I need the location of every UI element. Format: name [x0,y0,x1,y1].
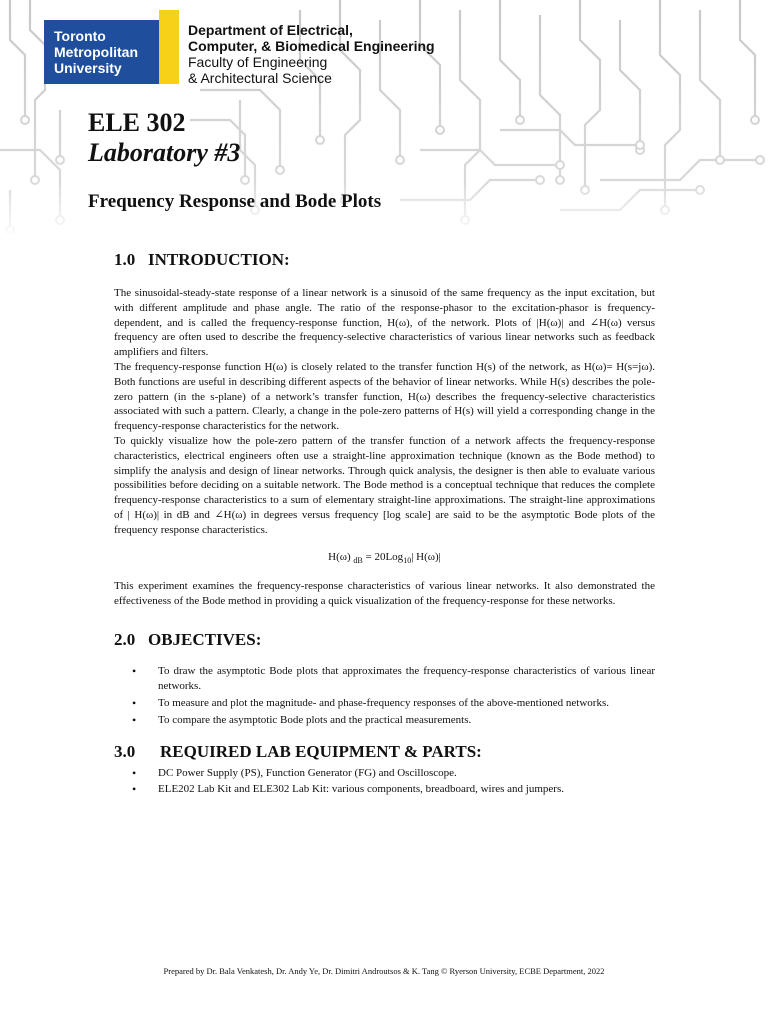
list-item: • To compare the asymptotic Bode plots and the practical measurements. [158,713,655,728]
faculty-line-2: & Architectural Science [188,70,332,86]
course-code: ELE 302 [88,108,186,137]
formula-sub-10: 10 [403,555,412,565]
dept-line-2: Computer, & Biomedical Engineering [188,38,435,54]
section-number: 1.0 [114,250,136,269]
intro-paragraph-4: This experiment examines the frequency-response characteristics of various linear networks. It also demonstrated the effectiveness of the Bode method in providing a quick visualization of the frequency-response for these networks. [114,579,655,607]
section-heading-equipment [114,742,655,762]
list-item: • ELE202 Lab Kit and ELE302 Lab Kit: various components, breadboard, wires and jumpers. [158,782,655,797]
dept-line-1: Department of Electrical, [188,22,353,38]
section-title: REQUIRED LAB EQUIPMENT & PARTS: [160,741,482,761]
formula-sub-db: dB [353,555,363,565]
section-heading-introduction [114,250,655,270]
section-number: 2.0 [114,630,136,650]
bode-formula [114,551,655,565]
university-logo [44,20,159,84]
department-block [188,22,435,86]
section-number: 3.0 [114,741,136,761]
intro-paragraph-1: The sinusoidal-steady-state response of a linear network is a sinusoid of the same frequency as the input excitation, but with different amplitude and phase angle. The ratio of the response-phasor to the excitation-phasor is frequency-dependent, and is called the frequency-response function, H(ω), of the network. Plots of |H(ω)| and ∠H(ω) versus frequency are often used to describe the frequency-selective characteristics of various linear networks such as feedback amplifiers and filters. [114,287,655,359]
formula-mid: = 20Log [362,550,404,563]
page-footer: Prepared by Dr. Bala Venkatesh, Dr. Andy Ye, Dr. Dimitri Androutsos & K. Tang © Ryerson University, ECBE Department, 2022 [163,966,605,976]
intro-paragraph-3: To quickly visualize how the pole-zero pattern of the transfer function of a network affects the frequency-response characteristics, electrical engineers often use a straight-line approximation technique (known as the Bode method) to simplify the analysis and design of linear networks. Through quick analysis, the designer is then able to evaluate various possibilities before deciding on a suitable network. The Bode method is a conceptual technique that reduces the complete frequency-response characteristics to a sum of elementary straight-line approximations. The straight-line approximations of | H(ω)| in dB and ∠H(ω) in degrees versus frequency [log scale] are said to be the asymptotic Bode plots of the frequency response characteristics. [114,434,655,536]
lab-number: Laboratory #3 [88,138,241,167]
faculty-line-1: Faculty of Engineering [188,54,328,70]
objectives-list [114,664,655,727]
section-title: INTRODUCTION: [148,250,290,269]
formula-lhs: H(ω) [328,550,351,563]
introduction-body [114,286,655,608]
list-item: • DC Power Supply (PS), Function Generator (FG) and Oscilloscope. [158,766,655,781]
logo-line-1: Toronto [54,28,106,44]
logo-line-2: Metropolitan [54,44,138,60]
logo-line-3: University [54,60,122,76]
formula-rhs: | H(ω)| [411,550,441,563]
main-content [114,250,655,799]
equipment-list [114,766,655,798]
document-title: Frequency Response and Bode Plots [88,191,382,212]
intro-paragraph-2: The frequency-response function H(ω) is closely related to the transfer function H(s) of the network, as H(ω)= H(s=jω). Both functions are useful in describing different aspects of the behavior of linear networks. While H(s) describes the pole-zero pattern (in the s-plane) of a network’s transfer function, H(ω) describes the frequency-selective characteristics associated with such a pattern. Clearly, a change in the pole-zero patterns of H(s) will yield a corresponding change in the frequency-response characteristics for the network. [114,360,655,433]
list-item: • To draw the asymptotic Bode plots that approximates the frequency-response characteristics of various linear networks. [158,664,655,694]
list-item: • To measure and plot the magnitude- and phase-frequency responses of the above-mentioned networks. [158,696,655,711]
section-title: OBJECTIVES: [148,630,262,650]
logo-yellow-accent [159,10,179,84]
section-heading-objectives [114,630,655,650]
